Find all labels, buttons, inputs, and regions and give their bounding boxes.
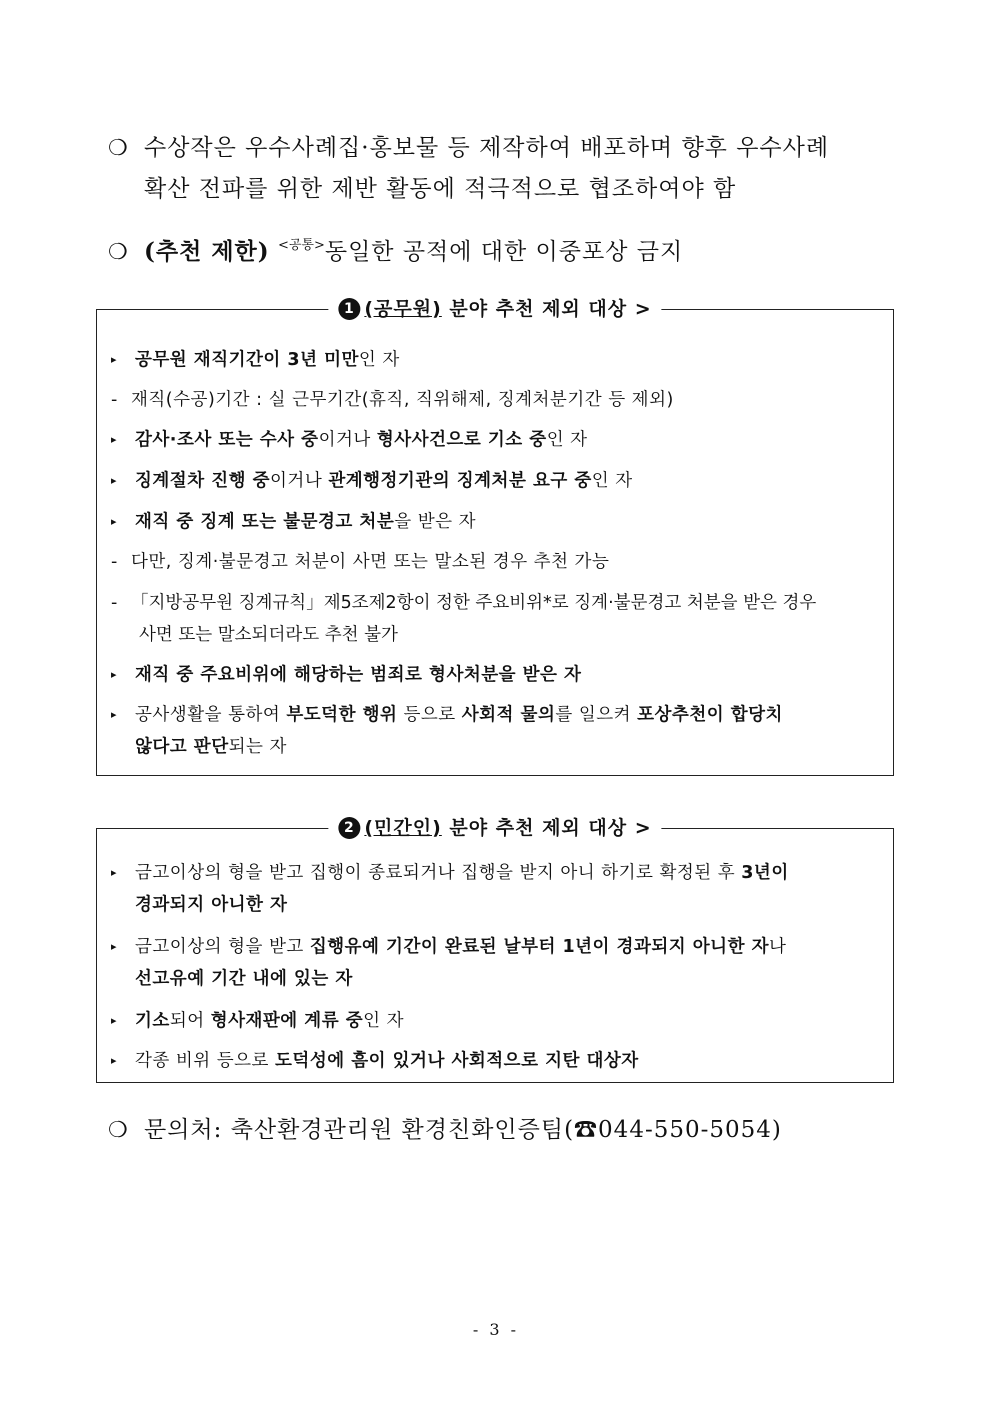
bold-text: 징계절차 진행 중 <box>135 471 271 491</box>
list-item <box>111 424 887 456</box>
paragraph-line <box>108 1110 898 1151</box>
text: 금고이상의 형을 받고 <box>135 937 310 957</box>
bold-text: 경과되지 아니한 자 <box>135 895 288 915</box>
bold-text: 재직 중 징계 또는 불문경고 처분 <box>135 512 395 532</box>
paragraph-award-promotion <box>108 128 898 209</box>
bold-text: 재직 중 주요비위에 해당하는 범죄로 형사처분을 받은 자 <box>135 665 582 685</box>
text: 을 받은 자 <box>394 512 476 532</box>
bold-text: 집행유예 기간이 완료된 날부터 1년이 경과되지 아니한 자 <box>309 937 769 957</box>
list-item <box>111 384 887 416</box>
paragraph-label: (추천 제한) <box>144 238 270 265</box>
text: 이거나 <box>270 471 329 491</box>
bold-text: 공무원 재직기간이 3년 미만 <box>135 350 359 370</box>
text: 금고이상의 형을 받고 집행이 종료되거나 집행을 받지 아니 하기로 확정된 후 <box>135 863 742 883</box>
number-badge: 2 <box>338 817 360 839</box>
box-title <box>328 811 661 845</box>
dash-bullet: - <box>111 552 118 572</box>
bold-text: 사회적 물의 <box>461 705 556 725</box>
number-badge: 1 <box>338 298 360 320</box>
text: 「지방공무원 징계규칙」제5조제2항이 정한 주요비위*로 징계·불문경고 처분을 받은 경우 <box>131 593 817 613</box>
list-item <box>111 587 887 651</box>
triangle-bullet-icon: ▸ <box>111 940 118 953</box>
list-item <box>111 465 887 497</box>
box-title-underlined: (민간인) <box>364 817 442 839</box>
bold-text: 3년이 <box>741 863 789 883</box>
paragraph-line <box>108 226 898 273</box>
text: 공사생활을 통하여 <box>135 705 287 725</box>
triangle-bullet-icon: ▸ <box>111 866 118 879</box>
triangle-bullet-icon: ▸ <box>111 668 118 681</box>
text: 인 자 <box>358 350 400 370</box>
paragraph-text: 확산 전파를 위한 제반 활동에 적극적으로 협조하여야 함 <box>144 176 737 202</box>
box-title-rest: 분야 추천 제외 대상 > <box>441 817 652 839</box>
list-item <box>111 857 887 921</box>
text: 각종 비위 등으로 <box>135 1051 276 1071</box>
paragraph-recommend-limit <box>108 226 898 273</box>
list-item <box>111 546 887 578</box>
bold-text: 부도덕한 행위 <box>286 705 398 725</box>
text: 인 자 <box>546 430 588 450</box>
bold-text: 기소 <box>135 1011 170 1031</box>
paragraph-contact <box>108 1110 898 1151</box>
bold-text: 포상추천이 합당치 <box>637 705 783 725</box>
bold-text: 않다고 판단 <box>135 737 229 757</box>
bold-text: 감사·조사 또는 수사 중 <box>135 430 319 450</box>
circle-bullet-icon: ❍ <box>108 240 129 265</box>
page-number: - 3 - <box>472 1320 520 1339</box>
dash-bullet: - <box>111 390 118 410</box>
bold-text: 선고유예 기간 내에 있는 자 <box>135 969 353 989</box>
triangle-bullet-icon: ▸ <box>111 1054 118 1067</box>
triangle-bullet-icon: ▸ <box>111 515 118 528</box>
bold-text: 도덕성에 흠이 있거나 사회적으로 지탄 대상자 <box>275 1051 639 1071</box>
common-tag: <공통> <box>277 238 325 253</box>
dash-bullet: - <box>111 593 118 613</box>
triangle-bullet-icon: ▸ <box>111 474 118 487</box>
list-item <box>111 344 887 376</box>
list-item <box>111 506 887 538</box>
paragraph-text: 수상작은 우수사례집·홍보물 등 제작하여 배포하며 향후 우수사례 <box>144 135 830 161</box>
box-title-underlined: (공무원) <box>364 298 442 320</box>
bold-text: 형사사건으로 기소 중 <box>376 430 547 450</box>
text: 재직(수공)기간 : 실 근무기간(휴직, 직위해제, 징계처분기간 등 제외) <box>131 390 674 410</box>
box-title-rest: 분야 추천 제외 대상 > <box>441 298 652 320</box>
triangle-bullet-icon: ▸ <box>111 353 118 366</box>
contact-text: 문의처: 축산환경관리원 환경친화인증팀(☎044-550-5054) <box>144 1117 782 1143</box>
text: 나 <box>768 937 787 957</box>
triangle-bullet-icon: ▸ <box>111 433 118 446</box>
box-civilian-exclusions <box>96 817 894 1083</box>
bold-text: 형사재판에 계류 중 <box>210 1011 364 1031</box>
paragraph-text: 동일한 공적에 대한 이중포상 금지 <box>324 239 684 265</box>
text: 인 자 <box>591 471 633 491</box>
list-item <box>111 1045 887 1077</box>
circle-bullet-icon: ❍ <box>108 136 129 161</box>
text: 이거나 <box>318 430 377 450</box>
box-title <box>328 292 661 326</box>
text: 인 자 <box>363 1011 404 1031</box>
circle-bullet-icon: ❍ <box>108 1118 129 1143</box>
list-item <box>111 699 887 763</box>
list-item <box>111 659 887 691</box>
list-item <box>111 1005 887 1037</box>
text: 다만, 징계·불문경고 처분이 사면 또는 말소된 경우 추천 가능 <box>131 552 610 572</box>
bold-text: 관계행정기관의 징계처분 요구 중 <box>328 471 592 491</box>
text: 를 일으켜 <box>555 705 638 725</box>
text: 되어 <box>169 1011 211 1031</box>
list-item <box>111 931 887 995</box>
text: 되는 자 <box>228 737 287 757</box>
text: 등으로 <box>397 705 462 725</box>
text: 사면 또는 말소되더라도 추천 불가 <box>139 625 398 645</box>
box-public-official-exclusions <box>96 298 894 776</box>
paragraph-line <box>108 128 898 169</box>
triangle-bullet-icon: ▸ <box>111 708 118 721</box>
triangle-bullet-icon: ▸ <box>111 1014 118 1027</box>
